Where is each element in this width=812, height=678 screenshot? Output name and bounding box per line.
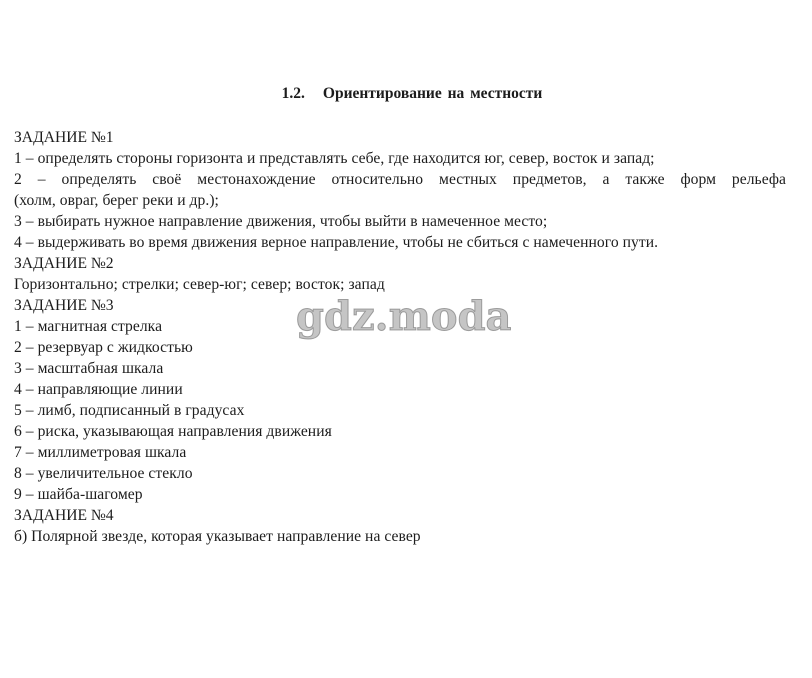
site-watermark: gdz.moda bbox=[296, 293, 512, 340]
task-3-item-9: 9 – шайба-шагомер bbox=[14, 486, 143, 503]
task-3-item-3: 3 – масштабная шкала bbox=[14, 360, 164, 377]
task-1-item-2-continued: (холм, овраг, берег реки и др.); bbox=[14, 192, 219, 209]
task-3-item-4: 4 – направляющие линии bbox=[14, 381, 183, 398]
task-1-item-1: 1 – определять стороны горизонта и представлять себе, где находится юг, север, восток и запад; bbox=[14, 150, 655, 167]
section-number: 1.2. bbox=[281, 85, 305, 102]
task-4-answer: б) Полярной звезде, которая указывает направление на север bbox=[14, 528, 421, 545]
task-2-heading: ЗАДАНИЕ №2 bbox=[14, 255, 114, 272]
section-title-text: Ориентирование на местности bbox=[322, 85, 543, 102]
task-3-item-6: 6 – риска, указывающая направления движения bbox=[14, 423, 332, 440]
task-3-item-5: 5 – лимб, подписанный в градусах bbox=[14, 402, 245, 419]
task-3-heading: ЗАДАНИЕ №3 bbox=[14, 297, 114, 314]
task-1-item-2: 2 – определять своё местонахождение относительно местных предметов, а также форм рельефа bbox=[14, 171, 786, 188]
task-3-item-2: 2 – резервуар с жидкостью bbox=[14, 339, 193, 356]
task-1-heading: ЗАДАНИЕ №1 bbox=[14, 129, 114, 146]
task-3-item-1: 1 – магнитная стрелка bbox=[14, 318, 163, 335]
task-3-item-8: 8 – увеличительное стекло bbox=[14, 465, 193, 482]
task-4-heading: ЗАДАНИЕ №4 bbox=[14, 507, 114, 524]
section-title bbox=[14, 84, 804, 104]
task-1-item-4: 4 – выдерживать во время движения верное направление, чтобы не сбиться с намеченного пути. bbox=[14, 234, 659, 251]
task-1-item-3: 3 – выбирать нужное направление движения, чтобы выйти в намеченное место; bbox=[14, 213, 548, 230]
task-2-answer: Горизонтально; стрелки; север-юг; север; восток; запад bbox=[14, 276, 385, 293]
task-3-item-7: 7 – миллиметровая шкала bbox=[14, 444, 187, 461]
document-body bbox=[14, 84, 804, 547]
